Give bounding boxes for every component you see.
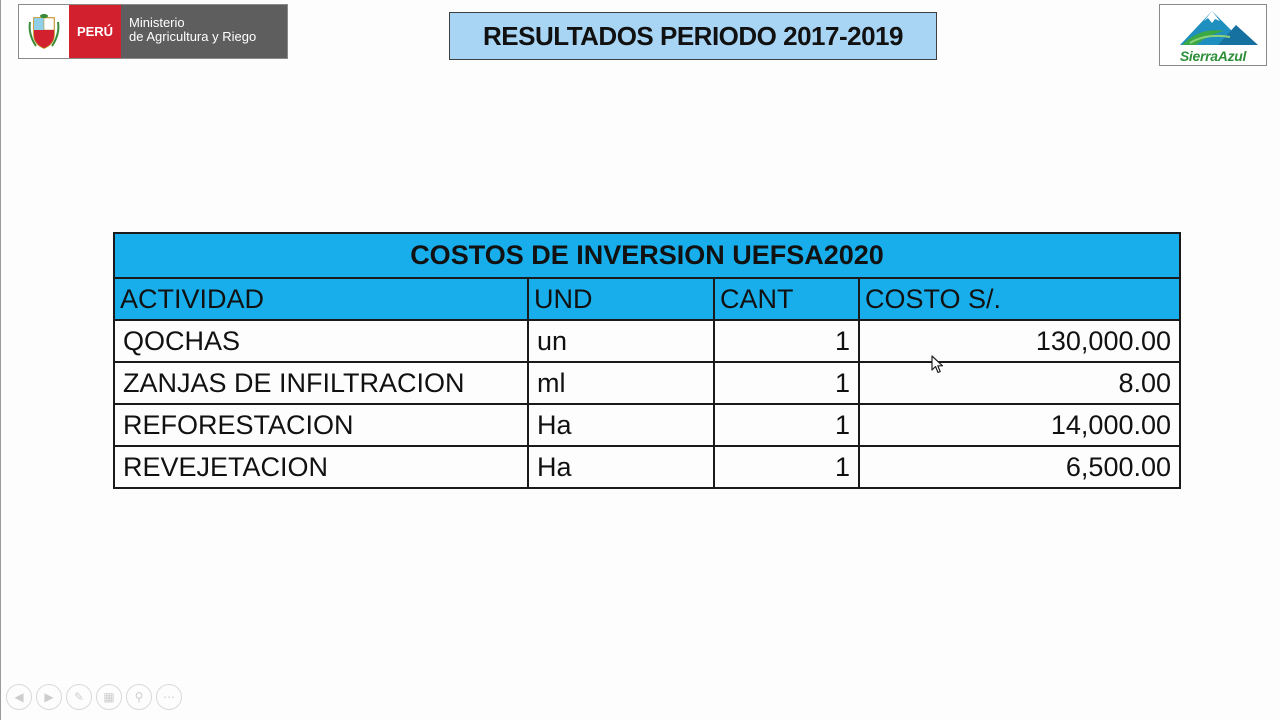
presenter-toolbar <box>6 684 182 710</box>
table-caption: COSTOS DE INVERSION UEFSA2020 <box>114 233 1180 278</box>
cell-costo: 14,000.00 <box>859 404 1180 446</box>
cell-cant: 1 <box>714 446 859 488</box>
column-header-actividad: ACTIVIDAD <box>114 278 528 320</box>
cell-actividad: REFORESTACION <box>114 404 528 446</box>
slides-grid-icon[interactable]: ▦ <box>96 684 122 710</box>
next-icon[interactable]: ▶ <box>36 684 62 710</box>
more-options-icon[interactable]: ⋯ <box>156 684 182 710</box>
column-header-costo: COSTO S/. <box>859 278 1180 320</box>
cell-costo: 6,500.00 <box>859 446 1180 488</box>
table-row <box>114 320 1180 362</box>
cell-costo: 130,000.00 <box>859 320 1180 362</box>
cell-cant: 1 <box>714 362 859 404</box>
ministry-name <box>121 5 287 58</box>
coat-of-arms-icon <box>19 5 69 58</box>
sierra-azul-logo <box>1159 4 1267 66</box>
mountain-logo-icon <box>1160 5 1266 51</box>
cell-actividad: REVEJETACION <box>114 446 528 488</box>
table-row <box>114 446 1180 488</box>
mouse-cursor-icon <box>931 355 945 375</box>
ministry-line-2: de Agricultura y Riego <box>129 29 257 44</box>
previous-icon[interactable]: ◀ <box>6 684 32 710</box>
cell-und: ml <box>528 362 714 404</box>
cell-costo: 8.00 <box>859 362 1180 404</box>
pen-icon[interactable]: ✎ <box>66 684 92 710</box>
table-row <box>114 404 1180 446</box>
ministry-line-1: Ministerio <box>129 15 185 30</box>
cell-cant: 1 <box>714 320 859 362</box>
cell-und: Ha <box>528 404 714 446</box>
ministry-logo <box>18 4 288 59</box>
cell-und: un <box>528 320 714 362</box>
slide-edge <box>0 0 1 720</box>
country-label: PERÚ <box>69 5 121 58</box>
column-header-cant: CANT <box>714 278 859 320</box>
slide-title: RESULTADOS PERIODO 2017-2019 <box>449 12 937 60</box>
column-header-und: UND <box>528 278 714 320</box>
sierra-azul-wordmark: SierraAzul <box>1179 48 1247 64</box>
investment-cost-table <box>113 232 1181 489</box>
cell-actividad: QOCHAS <box>114 320 528 362</box>
zoom-icon[interactable]: ⚲ <box>126 684 152 710</box>
cell-und: Ha <box>528 446 714 488</box>
cell-cant: 1 <box>714 404 859 446</box>
table-header-row <box>114 278 1180 320</box>
cell-actividad: ZANJAS DE INFILTRACION <box>114 362 528 404</box>
table-row <box>114 362 1180 404</box>
